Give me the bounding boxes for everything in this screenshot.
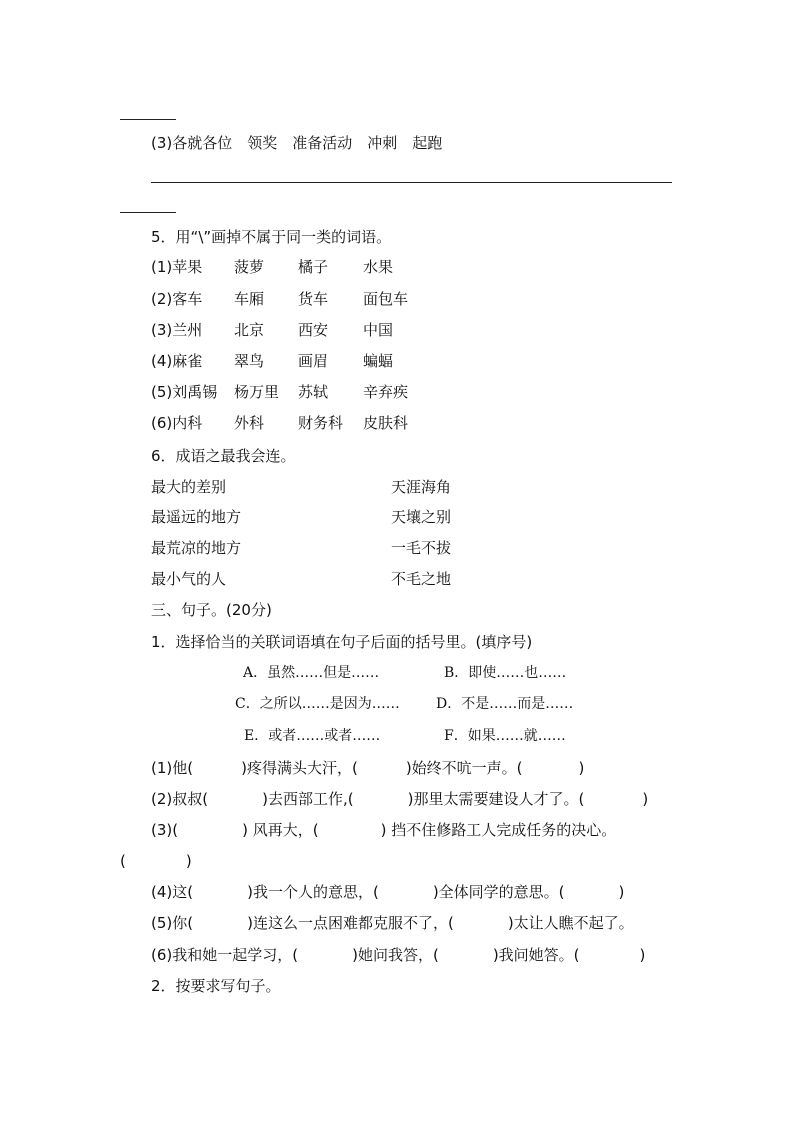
sentence-text: ) [639,946,646,964]
sentence-text: )太让人瞧不起了。 [507,914,634,932]
q5-word: 画眉 [298,352,329,370]
sentence-3 [151,821,616,839]
sentence-text: )去西部工作,( [262,790,354,808]
q5-word: 货车 [298,290,329,308]
sentence-text: (5)你( [151,914,194,932]
option-b: B．即使……也…… [444,665,567,681]
sentence-text: ) [642,790,649,808]
sentence-text: ) 风再大，( [242,821,319,839]
q5-word: (6)内科 [151,414,203,432]
sentence-text: )全体同学的意思。( [432,883,565,901]
option-c: C．之所以……是因为…… [235,696,400,712]
option-e: E．或者……或者…… [244,728,381,744]
q6-right-item: 天壤之别 [391,508,452,526]
q6-left-item: 最荒凉的地方 [151,539,242,557]
sentence-text: )我一个人的意思，( [247,883,379,901]
sentence-text: (4)这( [151,883,194,901]
q5-row-4 [151,352,443,370]
s3-q1-title: 1．选择恰当的关联词语填在句子后面的括号里。(填序号) [151,633,533,651]
q6-right-item: 天涯海角 [391,478,452,496]
q5-word: 苏轼 [298,383,329,401]
sentence-6 [151,946,645,964]
sentence-text: )连这么一点困难都克服不了，( [247,914,454,932]
sentence-text: )疼得满头大汗，( [241,759,358,777]
sentence-2 [151,790,648,808]
q5-row-5 [151,383,443,401]
q5-word: 菠萝 [234,258,265,276]
sentence-4 [151,883,624,901]
q5-word: 北京 [234,321,265,339]
q5-word: (1)苹果 [151,258,203,276]
sentence-text: ( [120,852,126,870]
q5-word: 面包车 [363,290,409,308]
q6-right-item: 一毛不拔 [391,539,452,557]
sentence-text: )我问她答。( [492,946,580,964]
q5-word: (3)兰州 [151,321,203,339]
q5-title: 5．用“\”画掉不属于同一类的词语。 [151,228,392,246]
q6-left-item: 最大的差别 [151,478,227,496]
sentence-text: ) [578,759,585,777]
q6-left-item: 最小气的人 [151,570,227,588]
q5-word: 皮肤科 [363,414,409,432]
answer-line-short [120,119,176,120]
sentence-text: ) [185,852,192,870]
sentence-1 [151,759,584,777]
sentence-text: ) [618,883,625,901]
q6-right-item: 不毛之地 [391,570,452,588]
sentence-3-continuation [120,852,192,870]
q5-word: 杨万里 [234,383,280,401]
q6-title: 6．成语之最我会连。 [151,447,296,465]
q4-item-3: (3)各就各位 领奖 准备活动 冲刺 起跑 [151,134,443,152]
s3-q2-title: 2．按要求写句子。 [151,977,281,995]
q5-word: 车厢 [234,290,265,308]
q5-row-3 [151,321,443,339]
sentence-text: (6)我和她一起学习，( [151,946,299,964]
sentence-text: )那里太需要建设人才了。( [407,790,585,808]
q5-word: (5)刘禹锡 [151,383,218,401]
q5-word: 翠鸟 [234,352,265,370]
answer-line-long [151,182,672,183]
sentence-text: )她问我答，( [352,946,439,964]
q5-word: (2)客车 [151,290,203,308]
q5-word: (4)麻雀 [151,352,203,370]
sentence-text: (3)( [151,821,179,839]
q6-left-item: 最遥远的地方 [151,508,242,526]
section-3-title: 三、句子。(20分) [151,601,272,619]
sentence-text: )始终不吭一声。( [405,759,523,777]
q5-word: 水果 [363,258,394,276]
q5-word: 财务科 [298,414,344,432]
answer-line-short [120,212,176,213]
q5-word: 外科 [234,414,265,432]
sentence-text: (1)他( [151,759,194,777]
sentence-text: (2)叔叔( [151,790,209,808]
sentence-text: ) 挡不住修路工人完成任务的决心。 [380,821,617,839]
option-d: D．不是……而是…… [436,696,574,712]
q5-row-2 [151,290,443,308]
q5-word: 蝙蝠 [363,352,394,370]
q5-row-6 [151,414,443,432]
q5-word: 西安 [298,321,329,339]
q5-word: 中国 [363,321,394,339]
q5-row-1 [151,258,443,276]
q5-word: 橘子 [298,258,329,276]
sentence-5 [151,914,634,932]
option-f: F．如果……就…… [444,728,566,744]
q5-word: 辛弃疾 [363,383,409,401]
option-a: A．虽然……但是…… [243,665,380,681]
